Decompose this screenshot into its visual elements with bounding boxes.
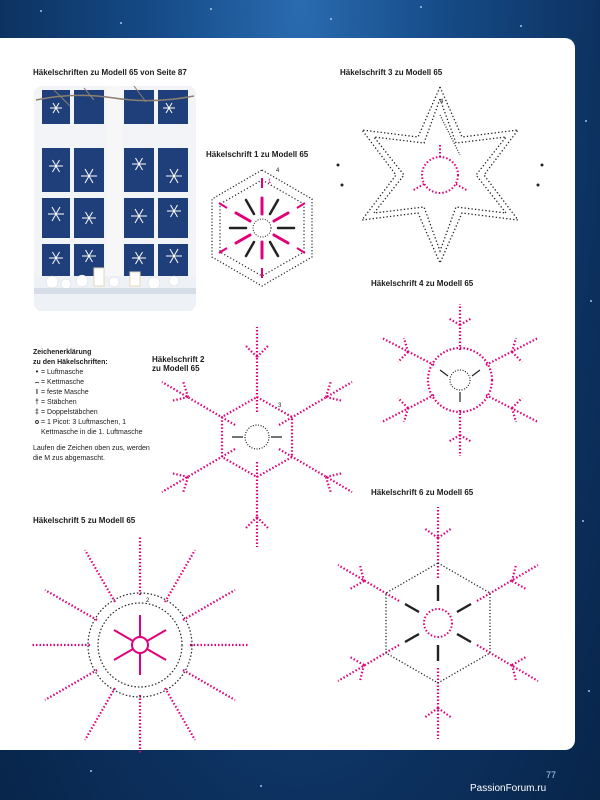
- legend-item: [33, 408, 158, 418]
- legend-item: [33, 398, 158, 408]
- legend-item-text: = 1 Picot: 3 Luftmaschen, 1 Kettmasche in die 1. Luftmasche: [41, 419, 143, 436]
- page-number: 77: [546, 770, 557, 780]
- snowflake-chart-4: [370, 300, 550, 460]
- legend-item-text: = feste Masche: [41, 389, 89, 396]
- main-heading: Häkelschriften zu Modell 65 von Seite 87: [33, 68, 187, 77]
- heading-chart-4: Häkelschrift 4 zu Modell 65: [371, 279, 474, 288]
- legend-item-text: = Luftmasche: [41, 369, 84, 376]
- heading-chart-1: Häkelschrift 1 zu Modell 65: [206, 150, 309, 159]
- chart-3-art: [362, 87, 518, 263]
- chart-5-art: [32, 537, 248, 753]
- legend-item: [33, 418, 158, 438]
- double-crochet-icon: †: [35, 399, 39, 406]
- picot-icon: o: [34, 419, 40, 426]
- snowflake-chart-3: [335, 80, 545, 270]
- window-photo: [34, 86, 196, 311]
- watermark: PassionForum.ru: [470, 783, 547, 794]
- legend-item-text: = Kettmasche: [41, 379, 84, 386]
- round-number: 1: [268, 179, 272, 185]
- treble-crochet-icon: ‡: [35, 409, 39, 416]
- window-photo-art: [34, 86, 196, 311]
- snowflake-chart-5: [30, 530, 250, 760]
- legend-item-text: = Stäbchen: [41, 399, 77, 406]
- single-crochet-icon: I: [36, 389, 38, 396]
- legend-item: [33, 388, 158, 398]
- legend-item-text: = Doppelstäbchen: [41, 409, 98, 416]
- heading-chart-3: Häkelschrift 3 zu Modell 65: [340, 68, 443, 77]
- chart-2-art: [162, 327, 352, 547]
- legend-item: [33, 378, 158, 388]
- heading-chart-5: Häkelschrift 5 zu Modell 65: [33, 516, 136, 525]
- legend-title-line2: zu den Häkelschriften:: [33, 359, 108, 366]
- snowflake-chart-6: [328, 503, 548, 743]
- heading-chart-2-line1: Häkelschrift 2: [152, 355, 205, 364]
- symbol-legend: [33, 348, 158, 464]
- chart-6-art: [338, 507, 538, 739]
- legend-item: [33, 368, 158, 378]
- round-number: 3: [278, 403, 282, 409]
- legend-title-line1: Zeichenerklärung: [33, 349, 92, 356]
- round-number: 2: [146, 598, 150, 604]
- snowflake-chart-1: [197, 163, 327, 293]
- slip-stitch-icon: ⌢: [34, 379, 40, 386]
- heading-chart-2-line2: zu Modell 65: [152, 364, 200, 373]
- chart-4-art: [382, 304, 538, 456]
- chain-stitch-icon: •: [35, 369, 39, 376]
- legend-note: Laufen die Zeichen oben zus, werden die M zus abgemascht.: [33, 445, 150, 462]
- round-number: 4: [440, 99, 444, 105]
- chart-1-art: [212, 170, 312, 286]
- round-number: 4: [276, 168, 280, 174]
- heading-chart-6: Häkelschrift 6 zu Modell 65: [371, 488, 474, 497]
